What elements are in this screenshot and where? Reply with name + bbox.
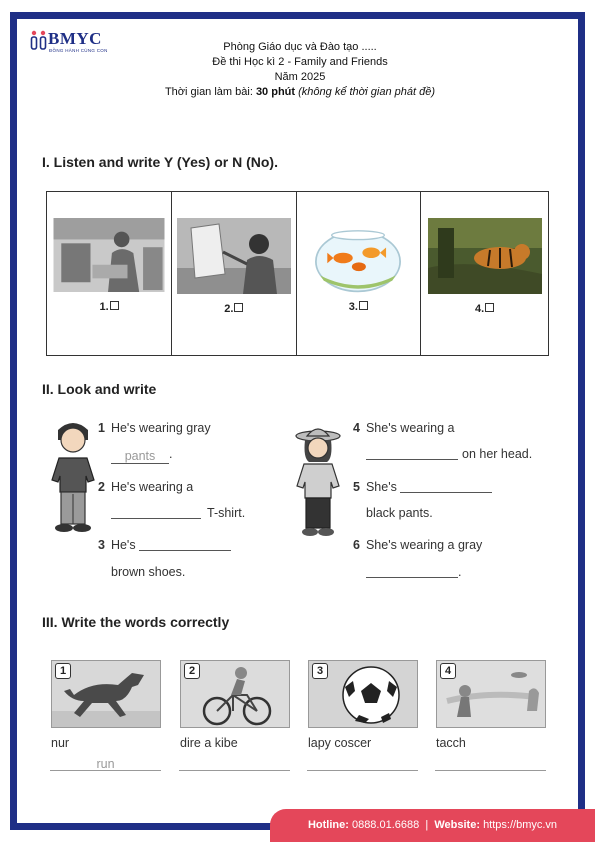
q4-line-b: on her head. <box>366 447 532 461</box>
q1-line-a: 1 He's wearing gray <box>98 421 211 435</box>
listening-cell-2 <box>172 192 296 356</box>
hotline-number[interactable]: 0888.01.6688 <box>351 819 420 831</box>
item-4-label: 4. <box>421 303 548 315</box>
boy-figure-illustration <box>44 418 102 538</box>
q4-answer-blank[interactable] <box>366 459 458 460</box>
word-answer-line-3[interactable] <box>307 770 418 771</box>
word-answer-1: run <box>96 757 115 771</box>
answer-checkbox-3[interactable] <box>359 301 368 310</box>
q6-answer-blank[interactable] <box>366 577 458 578</box>
footer-separator: | <box>425 819 429 831</box>
scrambled-word-2: dire a kibe <box>180 736 238 750</box>
q2-answer-blank[interactable] <box>111 518 201 519</box>
item-3-label: 3. <box>297 301 421 313</box>
logo-tagline: ĐỒNG HÀNH CÙNG CON <box>49 48 108 53</box>
word-answer-line-2[interactable] <box>179 770 290 771</box>
hotline-label: Hotline: <box>307 819 349 831</box>
q1-line-b: pants . <box>111 447 172 464</box>
scrambled-word-4: tacch <box>436 736 466 750</box>
word-picture-2 <box>180 660 290 728</box>
word-number-4: 4 <box>440 663 456 679</box>
q2-line-b: T-shirt. <box>111 506 245 520</box>
item-2-label: 2. <box>172 303 295 315</box>
contact-footer <box>270 809 595 842</box>
word-picture-4 <box>436 660 546 728</box>
answer-checkbox-2[interactable] <box>234 303 243 312</box>
logo-figures-icon <box>30 28 48 52</box>
listening-picture-table <box>46 191 549 356</box>
header-line-1: Phòng Giáo dục và Đào tạo ..... <box>223 41 377 53</box>
goldfish-bowl-photo <box>308 220 408 296</box>
q3-answer-blank[interactable] <box>139 550 231 551</box>
q3-line-a: 3 He's <box>98 538 231 552</box>
header-time-line <box>100 85 500 100</box>
word-answer-line-4[interactable] <box>435 770 546 771</box>
q3-line-b: brown shoes. <box>111 565 186 579</box>
word-number-1: 1 <box>55 663 71 679</box>
q5-line-b: black pants. <box>366 506 433 520</box>
scrambled-word-1: nur <box>51 736 70 750</box>
scrambled-word-3: lapy coscer <box>308 736 372 750</box>
answer-checkbox-1[interactable] <box>110 301 119 310</box>
website-label: Website: <box>434 819 480 831</box>
header-line-3: Năm 2025 <box>274 71 326 83</box>
q5-line-a: 5 She's <box>353 480 492 494</box>
item-1-label: 1. <box>47 301 171 313</box>
logo-text: BMYC <box>48 29 102 48</box>
exam-header <box>100 40 500 100</box>
word-number-2: 2 <box>184 663 200 679</box>
word-number-3: 3 <box>312 663 328 679</box>
q5-answer-blank[interactable] <box>400 492 492 493</box>
time-prefix: Thời gian làm bài: <box>164 86 256 98</box>
section-1-title: I. Listen and write Y (Yes) or N (No). <box>42 154 278 170</box>
listening-cell-3 <box>296 192 421 356</box>
painting-girl-photo <box>176 218 292 294</box>
answer-checkbox-4[interactable] <box>485 303 494 312</box>
word-answer-line-1[interactable] <box>50 770 161 771</box>
workshop-photo <box>51 218 167 292</box>
word-picture-3 <box>308 660 418 728</box>
header-line-2: Đề thi Học kì 2 - Family and Friends <box>212 56 388 68</box>
word-picture-1 <box>51 660 161 728</box>
q4-line-a: 4 She's wearing a <box>353 421 455 435</box>
listening-cell-1 <box>47 192 172 356</box>
q1-answer-blank[interactable]: pants <box>111 450 169 464</box>
time-value: 30 phút <box>255 86 296 98</box>
q6-line-a: 6 She's wearing a gray <box>353 538 483 552</box>
q2-line-a: 2 He's wearing a <box>98 480 194 494</box>
girl-figure-illustration <box>291 422 345 542</box>
section-3-title: III. Write the words correctly <box>42 614 230 630</box>
website-link[interactable]: https://bmyc.vn <box>483 819 558 831</box>
time-note: (không kể thời gian phát đề) <box>298 86 436 98</box>
tiger-photo <box>428 218 542 294</box>
section-2-title: II. Look and write <box>42 381 157 397</box>
q6-line-b: . <box>366 565 461 579</box>
listening-cell-4 <box>421 192 549 356</box>
